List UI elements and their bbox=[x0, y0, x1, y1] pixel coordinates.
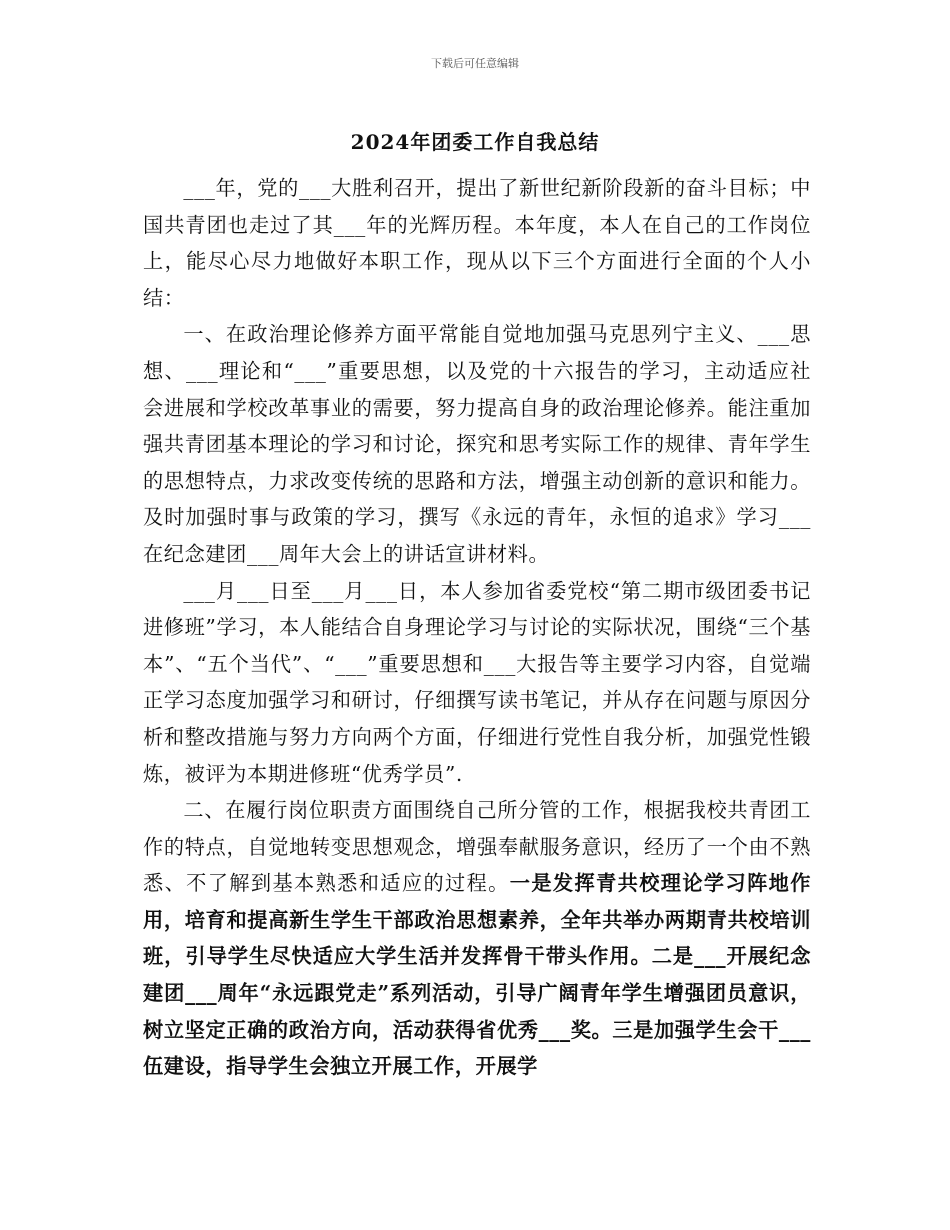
paragraph-party-school: ___月___日至___月___日，本人参加省委党校“第二期市级团委书记进修班”学习，本人能结合自身理论学习与讨论的实际状况，围绕“三个基本”、“五个当代”、“___”重要思想和___大报告等主要学习内容，自觉端正学习态度加强学习和研讨，仔细撰写读书笔记，并从存在问题与原因分析和整改措施与努力方向两个方面，仔细进行党性自我分析，加强党性锻炼，被评为本期进修班“优秀学员”. bbox=[143, 578, 811, 786]
duties-text: 二、在履行岗位职责方面围绕自己所分管的工作，根据我校共青团工作的特点，自觉地转变思想观念，增强奉献服务意识，经历了一个由不熟悉、不了解到基本熟悉和适应的过程。 bbox=[143, 798, 811, 896]
header-note: 下载后可任意编辑 bbox=[431, 57, 519, 70]
document-body bbox=[143, 170, 811, 1085]
paragraph-political-theory: 一、在政治理论修养方面平常能自觉地加强马克思列宁主义、___思想、___理论和“___”重要思想，以及党的十六报告的学习，主动适应社会进展和学校改革事业的需要，努力提高自身的政治理论修养。能注重加强共青团基本理论的学习和讨论，探究和思考实际工作的规律、青年学生的思想特点，力求改变传统的思路和方法，增强主动创新的意识和能力。及时加强时事与政策的学习，撰写《永远的青年，永恒的追求》学习___在纪念建团___周年大会上的讲话宣讲材料。 bbox=[143, 322, 811, 566]
document-title: 2024年团委工作自我总结 bbox=[350, 130, 600, 154]
paragraph-duties bbox=[143, 792, 811, 1085]
paragraph-intro: ___年，党的___大胜利召开，提出了新世纪新阶段新的奋斗目标；中国共青团也走过了其___年的光辉历程。本年度，本人在自己的工作岗位上，能尽心尽力地做好本职工作，现从以下三个方面进行全面的个人小结： bbox=[143, 176, 811, 310]
duties-bold-text: 一是发挥青共校理论学习阵地作用，培育和提高新生学生干部政治思想素养，全年共举办两期青共校培训班，引导学生尽快适应大学生活并发挥骨干带头作用。二是___开展纪念建团___周年“永远跟党走”系列活动，引导广阔青年学生增强团员意识，树立坚定正确的政治方向，活动获得省优秀___奖。三是加强学生会干___伍建设，指导学生会独立开展工作，开展学 bbox=[143, 871, 812, 1079]
